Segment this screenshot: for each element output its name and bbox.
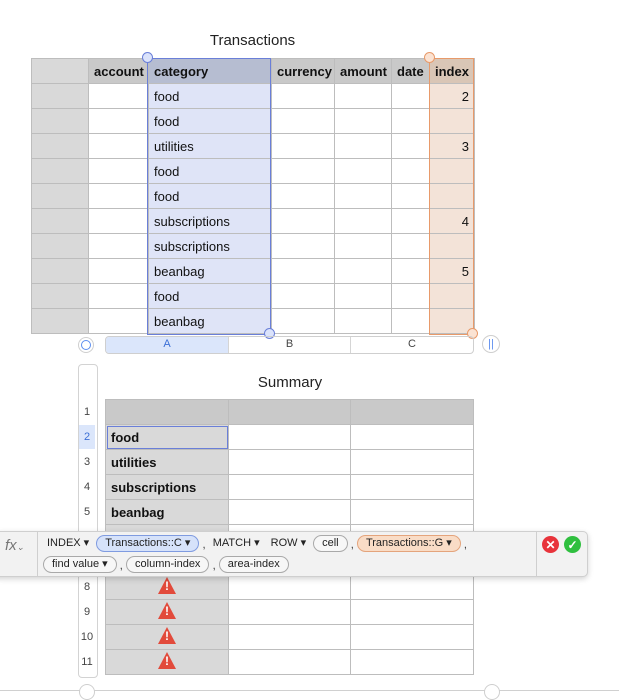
category-cell[interactable]: food bbox=[149, 84, 272, 109]
summary-cell[interactable]: beanbag bbox=[106, 500, 229, 525]
accept-formula-button[interactable] bbox=[564, 536, 581, 553]
summary-cell[interactable]: subscriptions bbox=[106, 475, 229, 500]
index-handle-top[interactable] bbox=[424, 52, 435, 63]
table-row bbox=[106, 500, 474, 525]
function-index[interactable]: INDEX ▾ bbox=[47, 537, 90, 549]
reference-transactions-c[interactable]: Transactions::C ▾ bbox=[96, 535, 199, 552]
cancel-formula-button[interactable] bbox=[542, 536, 559, 553]
table-row bbox=[106, 450, 474, 475]
index-range-highlight bbox=[429, 58, 474, 335]
row-number[interactable]: 3 bbox=[83, 456, 91, 468]
row-number[interactable]: 4 bbox=[83, 481, 91, 493]
argument-find-value[interactable]: find value ▾ bbox=[43, 556, 117, 573]
corner-cell bbox=[32, 59, 89, 84]
row-number-active[interactable]: 2 bbox=[79, 425, 95, 449]
category-cell[interactable]: food bbox=[149, 284, 272, 309]
summary-header-row bbox=[106, 400, 474, 425]
column-a-header[interactable]: A bbox=[106, 337, 229, 353]
header-category[interactable]: category bbox=[149, 59, 272, 84]
index-cell[interactable]: 2 bbox=[430, 84, 475, 109]
row-number[interactable]: 5 bbox=[83, 506, 91, 518]
table-row bbox=[106, 575, 474, 600]
separator: , bbox=[212, 557, 216, 572]
row-number[interactable]: 11 bbox=[81, 656, 93, 668]
range-handle-top[interactable] bbox=[142, 52, 153, 63]
chevron-down-icon: ⌄ bbox=[16, 542, 25, 552]
pause-columns-icon[interactable]: || bbox=[482, 335, 500, 353]
header-date[interactable]: date bbox=[392, 59, 430, 84]
argument-cell[interactable]: cell bbox=[313, 535, 348, 552]
table-row bbox=[106, 475, 474, 500]
separator: , bbox=[119, 557, 124, 572]
category-cell[interactable]: beanbag bbox=[149, 309, 272, 334]
separator: , bbox=[202, 536, 206, 551]
category-cell[interactable]: food bbox=[149, 159, 272, 184]
category-cell[interactable]: food bbox=[149, 184, 272, 209]
column-header-bar[interactable] bbox=[105, 336, 474, 354]
table-select-control[interactable] bbox=[78, 337, 94, 353]
table-row bbox=[106, 425, 474, 450]
header-account[interactable]: account bbox=[89, 59, 149, 84]
index-cell[interactable]: 5 bbox=[430, 259, 475, 284]
header-amount[interactable]: amount bbox=[335, 59, 392, 84]
warning-icon[interactable] bbox=[158, 602, 176, 619]
table-row bbox=[106, 600, 474, 625]
separator: , bbox=[463, 536, 468, 551]
category-cell[interactable]: subscriptions bbox=[149, 234, 272, 259]
error-cell[interactable] bbox=[106, 600, 229, 625]
fx-divider bbox=[37, 532, 38, 576]
close-icon: ✕ bbox=[545, 537, 556, 552]
argument-column-index[interactable]: column-index bbox=[126, 556, 209, 573]
fx-label: fx bbox=[5, 537, 17, 554]
reference-transactions-g[interactable]: Transactions::G ▾ bbox=[357, 535, 461, 552]
warning-icon[interactable] bbox=[158, 652, 176, 669]
warning-icon[interactable] bbox=[158, 577, 176, 594]
row-number[interactable]: 9 bbox=[83, 606, 91, 618]
column-c-header[interactable]: C bbox=[408, 338, 416, 350]
summary-cell-active[interactable]: food bbox=[106, 425, 229, 450]
function-row[interactable]: ROW ▾ bbox=[270, 537, 307, 549]
argument-area-index[interactable]: area-index bbox=[219, 556, 289, 573]
column-b-header[interactable]: B bbox=[229, 337, 351, 353]
table-bottom-control[interactable] bbox=[79, 684, 95, 700]
header-index[interactable]: index bbox=[430, 59, 475, 84]
category-range-highlight bbox=[147, 58, 271, 335]
checkmark-icon: ✓ bbox=[567, 537, 578, 552]
category-cell[interactable]: utilities bbox=[149, 134, 272, 159]
summary-title: Summary bbox=[257, 374, 323, 391]
error-cell[interactable] bbox=[106, 650, 229, 675]
function-match[interactable]: MATCH ▾ bbox=[212, 537, 260, 549]
category-cell[interactable]: subscriptions bbox=[149, 209, 272, 234]
error-cell[interactable] bbox=[106, 575, 229, 600]
table-row bbox=[106, 625, 474, 650]
fx-menu[interactable] bbox=[5, 537, 35, 554]
table-row bbox=[106, 650, 474, 675]
row-number[interactable]: 10 bbox=[80, 631, 94, 643]
table-bottom-right-control[interactable] bbox=[484, 684, 500, 700]
summary-cell[interactable]: utilities bbox=[106, 450, 229, 475]
row-number[interactable]: 1 bbox=[83, 406, 91, 418]
transactions-title: Transactions bbox=[209, 32, 296, 49]
actions-divider bbox=[536, 532, 537, 576]
error-cell[interactable] bbox=[106, 625, 229, 650]
category-cell[interactable]: food bbox=[149, 109, 272, 134]
category-cell[interactable]: beanbag bbox=[149, 259, 272, 284]
select-table-icon bbox=[81, 340, 91, 350]
formula-line-1 bbox=[43, 535, 467, 552]
warning-icon[interactable] bbox=[158, 627, 176, 644]
formula-editor[interactable] bbox=[0, 531, 588, 577]
index-cell[interactable]: 4 bbox=[430, 209, 475, 234]
index-cell[interactable]: 3 bbox=[430, 134, 475, 159]
separator: , bbox=[350, 536, 354, 551]
header-currency[interactable]: currency bbox=[272, 59, 335, 84]
formula-line-2 bbox=[43, 556, 289, 573]
row-number[interactable]: 8 bbox=[83, 581, 91, 593]
